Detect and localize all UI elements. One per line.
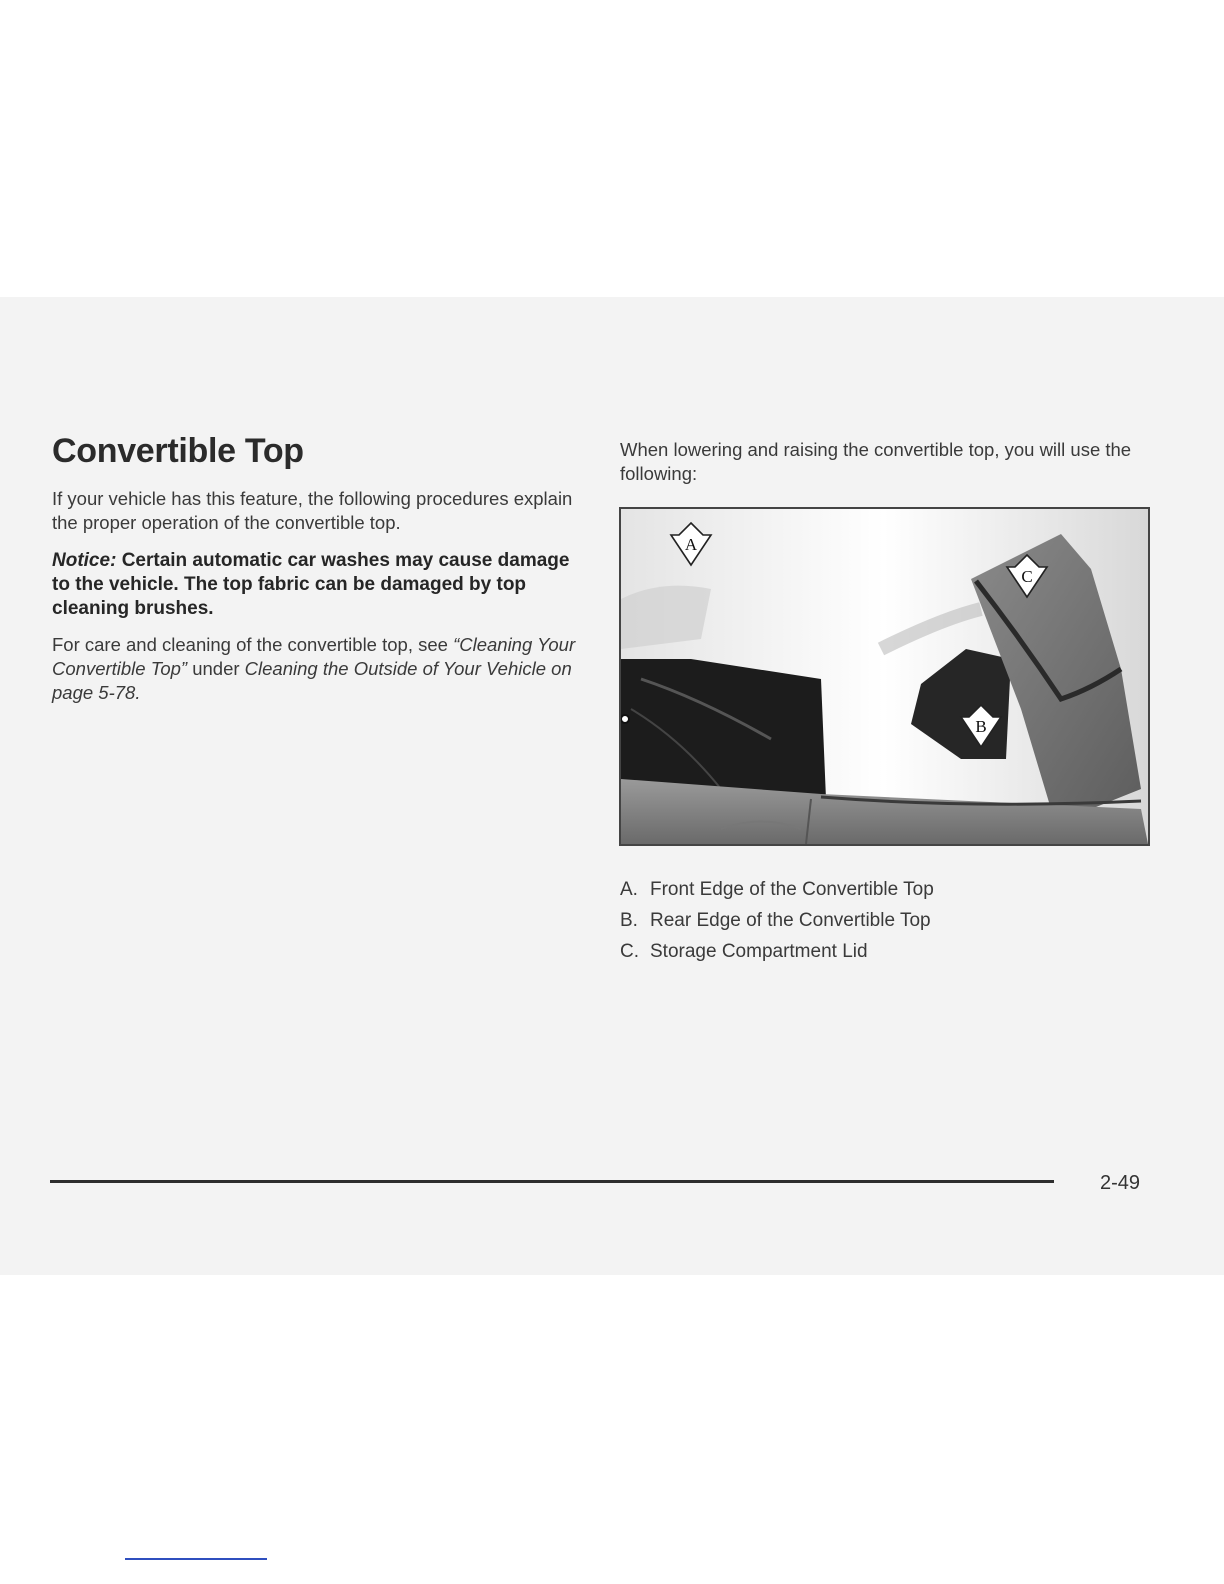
care-section-link[interactable]: Cleaning the Outside of Your Vehicle on page 5-78. [52,658,572,703]
footer-rule [50,1180,1054,1183]
marker-b-label: B [975,717,987,736]
care-reference-link[interactable]: “Cleaning Your Convertible Top” [52,634,576,679]
figure-lead-paragraph: When lowering and raising the convertible top, you will use the following: [620,439,1132,484]
caption-item [620,905,1160,936]
marker-c-label: C [1021,567,1033,586]
figure-captions [620,874,1160,967]
page-number: 2-49 [1100,1172,1141,1194]
convertible-top-photo [619,507,1150,846]
caption-letter: A. [620,879,638,900]
care-prefix: For care and cleaning of the convertible top, see [52,634,454,655]
care-mid: under [187,658,245,679]
notice-text: Certain automatic car washes may cause damage to the vehicle. The top fabric can be damaged by top cleaning brushes. [52,550,570,619]
caption-letter: B. [620,910,638,931]
bottom-link-underline[interactable] [125,1558,267,1560]
convertible-top-illustration [621,509,1148,844]
caption-text: Front Edge of the Convertible Top [650,879,934,900]
intro-paragraph: If your vehicle has this feature, the following procedures explain the proper operation of the convertible top. [52,488,573,533]
caption-letter: C. [620,941,639,962]
left-column [52,432,582,719]
notice-paragraph [52,549,582,621]
notice-label: Notice: [52,550,117,571]
caption-text: Storage Compartment Lid [650,941,868,962]
care-paragraph [52,633,582,705]
marker-a-label: A [684,535,698,554]
caption-item [620,874,1160,905]
right-column [620,438,1160,486]
caption-item [620,936,1160,967]
page-title: Convertible Top [52,432,304,470]
caption-text: Rear Edge of the Convertible Top [650,910,931,931]
